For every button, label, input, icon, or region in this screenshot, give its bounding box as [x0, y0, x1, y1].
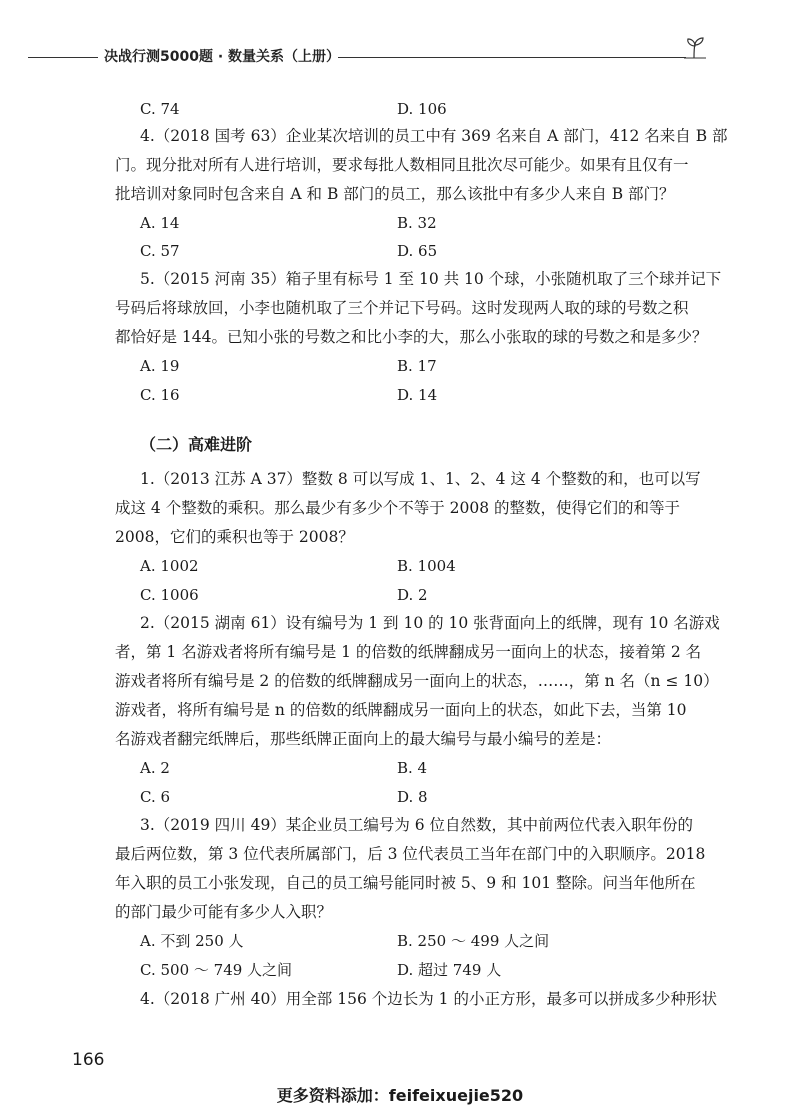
- hq1-line-3: 2008，它们的乘积也等于 2008？: [115, 528, 354, 546]
- q5-option-c: C. 16: [140, 386, 180, 404]
- page-number: 166: [72, 1050, 105, 1070]
- header-title: 决战行测5000题 · 数量关系（上册）: [104, 49, 341, 65]
- q3-option-d: D. 106: [397, 100, 447, 118]
- q4-line-2: 门。现分批对所有人进行培训，要求每批人数相同且批次尽可能少。如果有且仅有一: [115, 156, 689, 174]
- hq1-line-2: 成这 4 个整数的乘积。那么最少有多少个不等于 2008 的整数，使得它们的和等于: [115, 499, 681, 517]
- hq2-line-3: 游戏者将所有编号是 2 的倍数的纸牌翻成另一面向上的状态，……，第 n 名（n ≤ 10）: [115, 672, 719, 690]
- header-rule-right: [338, 57, 686, 58]
- q4-option-b: B. 32: [397, 214, 437, 232]
- q5-option-d: D. 14: [397, 386, 438, 404]
- hq3-line-1: 3.（2019 四川 49）某企业员工编号为 6 位自然数，其中前两位代表入职年份的: [140, 816, 694, 834]
- hq3-option-b: B. 250 ～ 499 人之间: [397, 932, 550, 950]
- hq2-option-a: A. 2: [140, 759, 170, 777]
- running-header: [0, 42, 800, 72]
- q5-line-2: 号码后将球放回，小李也随机取了三个并记下号码。这时发现两人取的球的号数之积: [115, 299, 689, 317]
- q4-option-c: C. 57: [140, 242, 180, 260]
- hq1-line-1: 1.（2013 江苏 A 37）整数 8 可以写成 1、1、2、4 这 4 个整数的和，也可以写: [140, 470, 701, 488]
- hq1-option-d: D. 2: [397, 586, 428, 604]
- hq3-option-d: D. 超过 749 人: [397, 961, 502, 979]
- hq4-line-1: 4.（2018 广州 40）用全部 156 个边长为 1 的小正方形，最多可以拼成多少种形状: [140, 990, 717, 1008]
- sprout-icon: [680, 36, 710, 60]
- q5-option-b: B. 17: [397, 357, 437, 375]
- q5-option-a: A. 19: [140, 357, 180, 375]
- q4-line-1: 4.（2018 国考 63）企业某次培训的员工中有 369 名来自 A 部门，412 名来自 B 部: [140, 127, 728, 145]
- hq3-line-4: 的部门最少可能有多少人入职？: [115, 903, 333, 921]
- hq2-option-b: B. 4: [397, 759, 428, 777]
- q4-line-3: 批培训对象同时包含来自 A 和 B 部门的员工，那么该批中有多少人来自 B 部门？: [115, 185, 675, 203]
- hq2-option-d: D. 8: [397, 788, 428, 806]
- hq3-option-a: A. 不到 250 人: [140, 932, 244, 950]
- hq2-line-2: 者，第 1 名游戏者将所有编号是 1 的倍数的纸牌翻成另一面向上的状态，接着第 2 名: [115, 643, 702, 661]
- hq2-line-1: 2.（2015 湖南 61）设有编号为 1 到 10 的 10 张背面向上的纸牌，现有 10 名游戏: [140, 614, 720, 632]
- q4-option-a: A. 14: [140, 214, 180, 232]
- hq2-option-c: C. 6: [140, 788, 171, 806]
- section-title: （二）高难进阶: [140, 435, 253, 454]
- footer-note: 更多资料添加：feifeixuejie520: [276, 1086, 524, 1105]
- hq2-line-5: 名游戏者翻完纸牌后，那些纸牌正面向上的最大编号与最小编号的差是：: [115, 730, 612, 748]
- hq2-line-4: 游戏者，将所有编号是 n 的倍数的纸牌翻成另一面向上的状态，如此下去，当第 10: [115, 701, 687, 719]
- q4-option-d: D. 65: [397, 242, 438, 260]
- hq1-option-a: A. 1002: [140, 557, 199, 575]
- q5-line-1: 5.（2015 河南 35）箱子里有标号 1 至 10 共 10 个球，小张随机取了三个球并记下: [140, 270, 722, 288]
- q5-line-3: 都恰好是 144。已知小张的号数之和比小李的大，那么小张取的球的号数之和是多少？: [115, 328, 708, 346]
- hq1-option-c: C. 1006: [140, 586, 199, 604]
- hq1-option-b: B. 1004: [397, 557, 456, 575]
- hq3-line-2: 最后两位数，第 3 位代表所属部门，后 3 位代表员工当年在部门中的入职顺序。2018: [115, 845, 706, 863]
- q3-option-c: C. 74: [140, 100, 180, 118]
- hq3-line-3: 年入职的员工小张发现，自己的员工编号能同时被 5、9 和 101 整除。问当年他所在: [115, 874, 696, 892]
- hq3-option-c: C. 500 ～ 749 人之间: [140, 961, 293, 979]
- header-rule-left: [28, 57, 98, 58]
